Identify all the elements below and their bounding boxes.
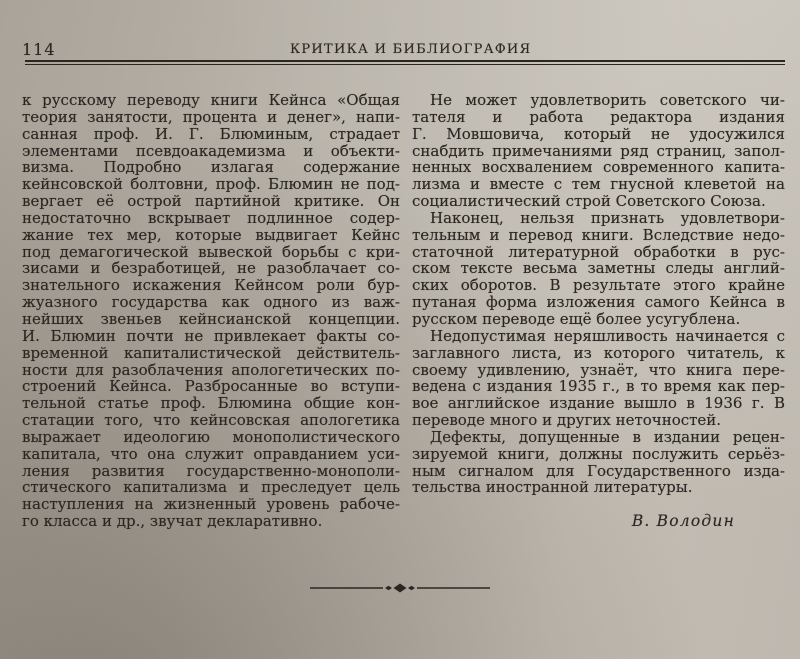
- text-line: тельным и перевод книги. Вследствие недо-: [412, 225, 785, 244]
- paragraph: [412, 429, 785, 496]
- diamond-icon: [394, 584, 407, 593]
- paragraph: [412, 92, 785, 210]
- left-column: [22, 92, 400, 530]
- text-line: нейших звеньев кейнсианской концепции.: [22, 309, 400, 328]
- text-line: Дефекты, допущенные в издании рецен-: [430, 427, 785, 446]
- text-line: вое английское издание вышло в 1936 г. В: [412, 394, 785, 413]
- text-line: санная проф. И. Г. Блюминым, страдает: [22, 124, 400, 143]
- text-line: Недопустимая неряшливость начинается с: [430, 326, 785, 345]
- header-rule: [25, 60, 785, 65]
- author-signature: В. Володин: [631, 512, 735, 530]
- text-line: Не может удовлетворить советского чи-: [430, 91, 785, 109]
- text-line: снабдить примечаниями ряд страниц, запол-: [412, 141, 785, 160]
- text-line: ления развития государственно-монополи-: [22, 461, 400, 480]
- text-line: зисами и безработицей, не разоблачает со-: [22, 259, 400, 278]
- text-line: знательного искажения Кейнсом роли бур-: [22, 276, 400, 295]
- text-line: ности для разоблачения апологетических по-: [22, 360, 400, 379]
- text-line: временной капиталистической действитель-: [22, 343, 400, 362]
- text-line: ских оборотов. В результате этого крайне: [412, 276, 785, 295]
- text-line: капитала, что она служит оправданием уси-: [22, 444, 400, 463]
- text-line: социалистический строй Советского Союза.: [412, 192, 766, 211]
- small-diamond-icon: [408, 586, 415, 590]
- text-line: тельства иностранной литературы.: [412, 478, 693, 497]
- text-line: теория занятости, процента и денег», напи-: [22, 107, 400, 126]
- paragraph: [412, 210, 785, 328]
- text-line: зируемой книги, должны послужить серьёз-: [412, 444, 785, 463]
- paragraph: [22, 92, 400, 530]
- text-line: переводе много и других неточностей.: [412, 411, 722, 430]
- text-line: вергает её острой партийной критике. Он: [22, 192, 400, 211]
- text-line: кейнсовской болтовни, проф. Блюмин не под-: [22, 175, 400, 194]
- text-line: Г. Мовшовича, который не удосужился: [412, 124, 785, 143]
- text-line: выражает идеологию монополистического: [22, 427, 400, 446]
- text-line: элементами псевдоакадемизма и объекти-: [22, 141, 400, 160]
- ornament-divider: [310, 580, 490, 596]
- text-line: жание тех мер, которые выдвигает Кейнс: [22, 225, 400, 244]
- text-line: стического капитализма и преследует цель: [22, 478, 400, 497]
- text-line: строений Кейнса. Разбросанные во вступи-: [22, 377, 400, 396]
- text-line: статации того, что кейнсовская апологетика: [22, 411, 400, 430]
- text-line: визма. Подробно излагая содержание: [22, 158, 400, 177]
- text-line: ском тексте весьма заметны следы англий-: [412, 259, 785, 278]
- text-line: своему удивлению, узнаёт, что книга пере-: [412, 360, 785, 379]
- text-line: жуазного государства как одного из важ-: [22, 293, 400, 312]
- text-line: наступления на жизненный уровень рабоче-: [22, 495, 400, 514]
- text-line: путаная форма изложения самого Кейнса в: [412, 293, 785, 312]
- running-title: КРИТИКА И БИБЛИОГРАФИЯ: [290, 42, 532, 57]
- text-line: заглавного листа, из которого читатель, к: [412, 343, 785, 362]
- text-line: ным сигналом для Государственного изда-: [412, 461, 785, 480]
- text-line: Наконец, нельзя признать удовлетвори-: [430, 208, 785, 227]
- small-diamond-icon: [385, 586, 392, 590]
- text-line: к русскому переводу книги Кейнса «Общая: [22, 91, 400, 109]
- text-line: ненных восхвалением современного капита-: [412, 158, 785, 177]
- text-line: недостаточно вскрывает подлинное содер-: [22, 208, 400, 227]
- text-line: лизма и вместе с тем гнусной клеветой на: [412, 175, 785, 194]
- text-line: го класса и др., звучат декларативно.: [22, 512, 323, 531]
- text-line: под демагогической вывеской борьбы с кри-: [22, 242, 400, 261]
- text-line: русском переводе ещё более усугублена.: [412, 309, 741, 328]
- right-column: [412, 92, 785, 496]
- text-line: тателя и работа редактора издания: [412, 107, 785, 126]
- text-line: ведена с издания 1935 г., в то время как пер-: [412, 377, 785, 396]
- paragraph: [412, 328, 785, 429]
- text-line: статочной литературной обработки в рус-: [412, 242, 785, 261]
- page-number: 114: [22, 40, 56, 59]
- text-line: тельной статье проф. Блюмина общие кон-: [22, 394, 400, 413]
- text-line: И. Блюмин почти не привлекает факты со-: [22, 326, 400, 345]
